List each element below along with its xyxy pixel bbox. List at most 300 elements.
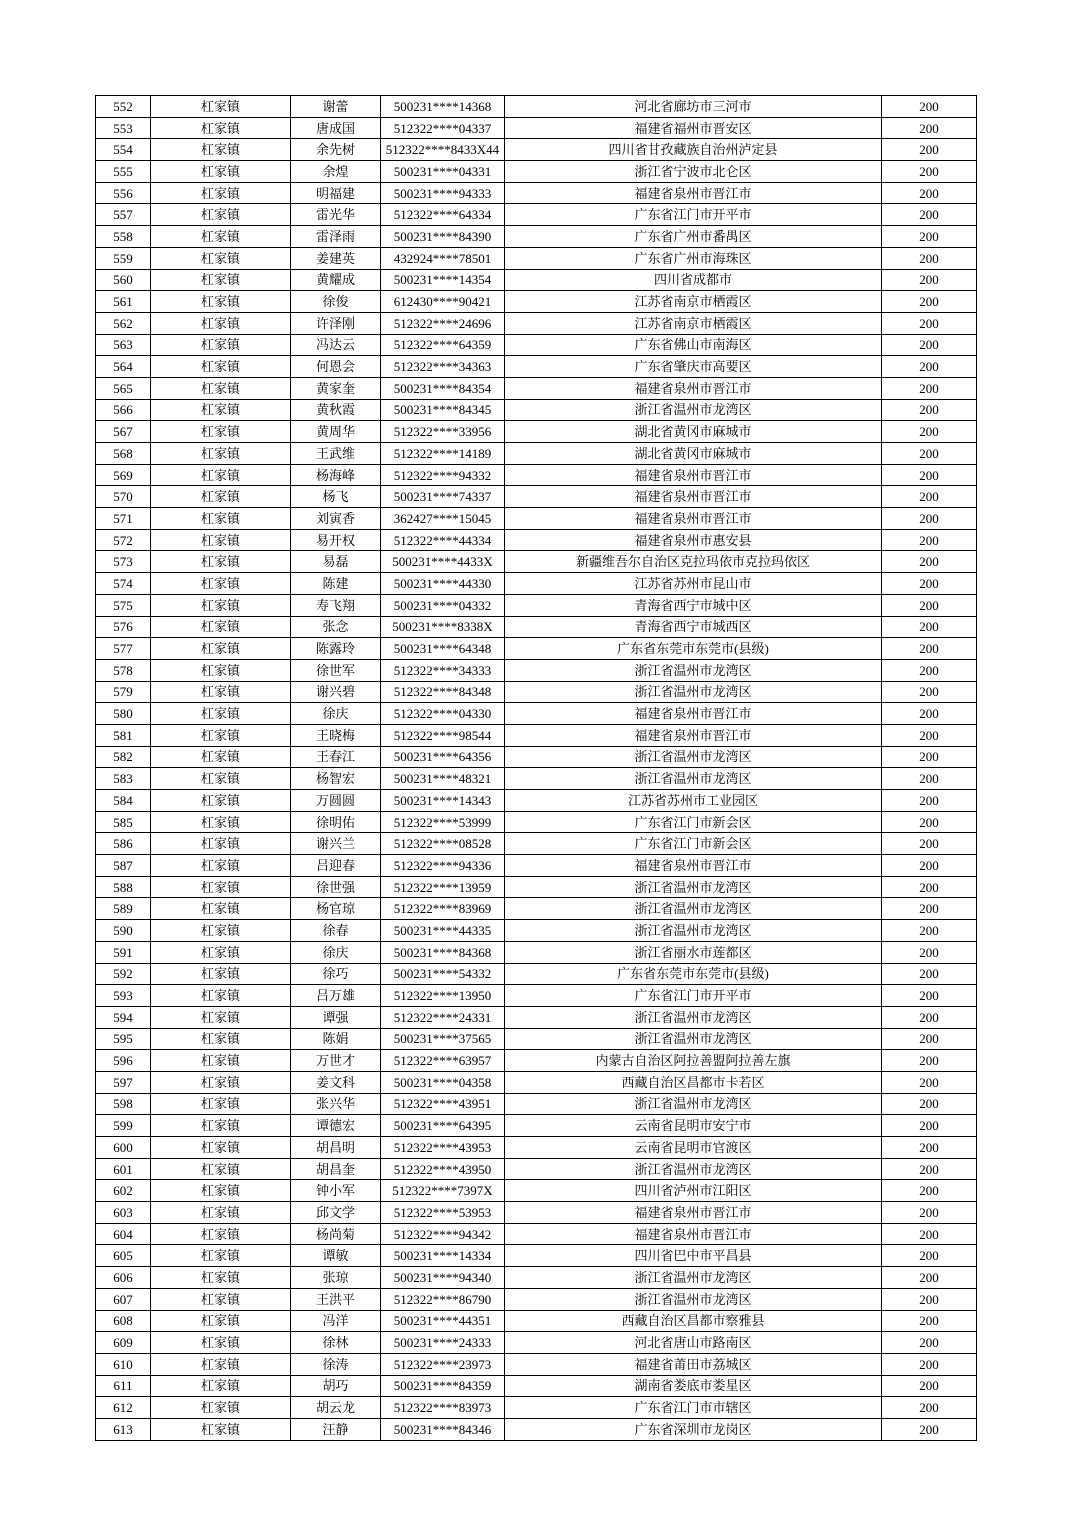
amount-cell: 200 xyxy=(882,1137,977,1159)
amount-cell: 200 xyxy=(882,464,977,486)
region-cell: 四川省巴中市平昌县 xyxy=(505,1245,882,1267)
id-number-cell: 500231****64356 xyxy=(381,746,505,768)
id-number-cell: 512322****7397X xyxy=(381,1180,505,1202)
region-cell: 浙江省温州市龙湾区 xyxy=(505,920,882,942)
person-name-cell: 胡昌明 xyxy=(291,1137,381,1159)
row-number-cell: 599 xyxy=(96,1115,151,1137)
id-number-cell: 512322****84348 xyxy=(381,681,505,703)
town-cell: 杠家镇 xyxy=(151,659,291,681)
region-cell: 浙江省温州市龙湾区 xyxy=(505,768,882,790)
town-cell: 杠家镇 xyxy=(151,1158,291,1180)
amount-cell: 200 xyxy=(882,291,977,313)
region-cell: 浙江省温州市龙湾区 xyxy=(505,399,882,421)
person-name-cell: 张琼 xyxy=(291,1267,381,1289)
town-cell: 杠家镇 xyxy=(151,833,291,855)
person-name-cell: 王洪平 xyxy=(291,1288,381,1310)
town-cell: 杠家镇 xyxy=(151,1093,291,1115)
amount-cell: 200 xyxy=(882,334,977,356)
table-row xyxy=(96,724,977,746)
town-cell: 杠家镇 xyxy=(151,1267,291,1289)
region-cell: 浙江省温州市龙湾区 xyxy=(505,1158,882,1180)
id-number-cell: 500231****64348 xyxy=(381,638,505,660)
town-cell: 杠家镇 xyxy=(151,1245,291,1267)
id-number-cell: 500231****24333 xyxy=(381,1332,505,1354)
table-row xyxy=(96,139,977,161)
town-cell: 杠家镇 xyxy=(151,1050,291,1072)
id-number-cell: 500231****48321 xyxy=(381,768,505,790)
region-cell: 西藏自治区昌都市察雅县 xyxy=(505,1310,882,1332)
table-row xyxy=(96,616,977,638)
row-number-cell: 600 xyxy=(96,1137,151,1159)
table-row xyxy=(96,1353,977,1375)
table-row xyxy=(96,1028,977,1050)
amount-cell: 200 xyxy=(882,1093,977,1115)
amount-cell: 200 xyxy=(882,117,977,139)
id-number-cell: 500231****84346 xyxy=(381,1418,505,1440)
row-number-cell: 569 xyxy=(96,464,151,486)
region-cell: 四川省甘孜藏族自治州泸定县 xyxy=(505,139,882,161)
amount-cell: 200 xyxy=(882,1418,977,1440)
table-row xyxy=(96,508,977,530)
payment-table-body xyxy=(96,96,977,1441)
amount-cell: 200 xyxy=(882,486,977,508)
person-name-cell: 王春江 xyxy=(291,746,381,768)
region-cell: 云南省昆明市官渡区 xyxy=(505,1137,882,1159)
amount-cell: 200 xyxy=(882,182,977,204)
region-cell: 广东省江门市新会区 xyxy=(505,833,882,855)
region-cell: 浙江省温州市龙湾区 xyxy=(505,681,882,703)
table-row xyxy=(96,703,977,725)
person-name-cell: 杨海峰 xyxy=(291,464,381,486)
town-cell: 杠家镇 xyxy=(151,1310,291,1332)
amount-cell: 200 xyxy=(882,443,977,465)
town-cell: 杠家镇 xyxy=(151,1353,291,1375)
town-cell: 杠家镇 xyxy=(151,204,291,226)
amount-cell: 200 xyxy=(882,1397,977,1419)
amount-cell: 200 xyxy=(882,833,977,855)
amount-cell: 200 xyxy=(882,1375,977,1397)
person-name-cell: 徐巧 xyxy=(291,963,381,985)
row-number-cell: 553 xyxy=(96,117,151,139)
row-number-cell: 555 xyxy=(96,161,151,183)
row-number-cell: 613 xyxy=(96,1418,151,1440)
row-number-cell: 585 xyxy=(96,811,151,833)
region-cell: 广东省佛山市南海区 xyxy=(505,334,882,356)
table-row xyxy=(96,746,977,768)
amount-cell: 200 xyxy=(882,876,977,898)
person-name-cell: 许泽刚 xyxy=(291,312,381,334)
town-cell: 杠家镇 xyxy=(151,96,291,118)
table-row xyxy=(96,1223,977,1245)
row-number-cell: 571 xyxy=(96,508,151,530)
person-name-cell: 雷光华 xyxy=(291,204,381,226)
row-number-cell: 596 xyxy=(96,1050,151,1072)
row-number-cell: 605 xyxy=(96,1245,151,1267)
amount-cell: 200 xyxy=(882,1202,977,1224)
amount-cell: 200 xyxy=(882,399,977,421)
region-cell: 广东省肇庆市高要区 xyxy=(505,356,882,378)
person-name-cell: 寿飞翔 xyxy=(291,594,381,616)
person-name-cell: 谢兴兰 xyxy=(291,833,381,855)
person-name-cell: 黄周华 xyxy=(291,421,381,443)
town-cell: 杠家镇 xyxy=(151,724,291,746)
amount-cell: 200 xyxy=(882,312,977,334)
region-cell: 湖北省黄冈市麻城市 xyxy=(505,421,882,443)
table-row xyxy=(96,855,977,877)
town-cell: 杠家镇 xyxy=(151,898,291,920)
row-number-cell: 558 xyxy=(96,226,151,248)
row-number-cell: 560 xyxy=(96,269,151,291)
region-cell: 福建省泉州市晋江市 xyxy=(505,1202,882,1224)
id-number-cell: 500231****8338X xyxy=(381,616,505,638)
region-cell: 河北省唐山市路南区 xyxy=(505,1332,882,1354)
town-cell: 杠家镇 xyxy=(151,616,291,638)
row-number-cell: 582 xyxy=(96,746,151,768)
region-cell: 浙江省宁波市北仑区 xyxy=(505,161,882,183)
table-row xyxy=(96,1137,977,1159)
id-number-cell: 512322****83973 xyxy=(381,1397,505,1419)
amount-cell: 200 xyxy=(882,1050,977,1072)
table-row xyxy=(96,1158,977,1180)
person-name-cell: 陈露玲 xyxy=(291,638,381,660)
table-row xyxy=(96,1115,977,1137)
row-number-cell: 567 xyxy=(96,421,151,443)
row-number-cell: 552 xyxy=(96,96,151,118)
amount-cell: 200 xyxy=(882,161,977,183)
region-cell: 内蒙古自治区阿拉善盟阿拉善左旗 xyxy=(505,1050,882,1072)
person-name-cell: 刘寅香 xyxy=(291,508,381,530)
region-cell: 广东省东莞市东莞市(县级) xyxy=(505,638,882,660)
amount-cell: 200 xyxy=(882,594,977,616)
table-row xyxy=(96,1093,977,1115)
table-row xyxy=(96,1071,977,1093)
person-name-cell: 何恩会 xyxy=(291,356,381,378)
row-number-cell: 594 xyxy=(96,1006,151,1028)
table-row xyxy=(96,594,977,616)
town-cell: 杠家镇 xyxy=(151,1115,291,1137)
id-number-cell: 512322****33956 xyxy=(381,421,505,443)
row-number-cell: 575 xyxy=(96,594,151,616)
table-row xyxy=(96,161,977,183)
town-cell: 杠家镇 xyxy=(151,421,291,443)
town-cell: 杠家镇 xyxy=(151,247,291,269)
region-cell: 四川省泸州市江阳区 xyxy=(505,1180,882,1202)
person-name-cell: 徐庆 xyxy=(291,941,381,963)
id-number-cell: 500231****44330 xyxy=(381,573,505,595)
person-name-cell: 谢兴碧 xyxy=(291,681,381,703)
town-cell: 杠家镇 xyxy=(151,985,291,1007)
id-number-cell: 512322****94342 xyxy=(381,1223,505,1245)
table-row xyxy=(96,291,977,313)
region-cell: 福建省泉州市晋江市 xyxy=(505,486,882,508)
table-row xyxy=(96,941,977,963)
town-cell: 杠家镇 xyxy=(151,529,291,551)
person-name-cell: 张念 xyxy=(291,616,381,638)
town-cell: 杠家镇 xyxy=(151,486,291,508)
amount-cell: 200 xyxy=(882,508,977,530)
person-name-cell: 黄秋霞 xyxy=(291,399,381,421)
row-number-cell: 565 xyxy=(96,377,151,399)
id-number-cell: 512322****14189 xyxy=(381,443,505,465)
town-cell: 杠家镇 xyxy=(151,443,291,465)
town-cell: 杠家镇 xyxy=(151,594,291,616)
town-cell: 杠家镇 xyxy=(151,117,291,139)
region-cell: 广东省广州市海珠区 xyxy=(505,247,882,269)
amount-cell: 200 xyxy=(882,1245,977,1267)
amount-cell: 200 xyxy=(882,616,977,638)
town-cell: 杠家镇 xyxy=(151,464,291,486)
person-name-cell: 王晓梅 xyxy=(291,724,381,746)
id-number-cell: 512322****13959 xyxy=(381,876,505,898)
region-cell: 浙江省温州市龙湾区 xyxy=(505,876,882,898)
amount-cell: 200 xyxy=(882,1332,977,1354)
table-row xyxy=(96,226,977,248)
row-number-cell: 581 xyxy=(96,724,151,746)
row-number-cell: 573 xyxy=(96,551,151,573)
person-name-cell: 钟小军 xyxy=(291,1180,381,1202)
amount-cell: 200 xyxy=(882,790,977,812)
table-row xyxy=(96,182,977,204)
table-row xyxy=(96,464,977,486)
amount-cell: 200 xyxy=(882,377,977,399)
id-number-cell: 500231****84390 xyxy=(381,226,505,248)
amount-cell: 200 xyxy=(882,985,977,1007)
row-number-cell: 611 xyxy=(96,1375,151,1397)
region-cell: 浙江省温州市龙湾区 xyxy=(505,1267,882,1289)
amount-cell: 200 xyxy=(882,963,977,985)
person-name-cell: 徐明佑 xyxy=(291,811,381,833)
town-cell: 杠家镇 xyxy=(151,1006,291,1028)
region-cell: 河北省廊坊市三河市 xyxy=(505,96,882,118)
town-cell: 杠家镇 xyxy=(151,1418,291,1440)
person-name-cell: 雷泽雨 xyxy=(291,226,381,248)
row-number-cell: 556 xyxy=(96,182,151,204)
table-row xyxy=(96,1397,977,1419)
amount-cell: 200 xyxy=(882,1288,977,1310)
person-name-cell: 邱文学 xyxy=(291,1202,381,1224)
person-name-cell: 王武维 xyxy=(291,443,381,465)
id-number-cell: 512322****98544 xyxy=(381,724,505,746)
person-name-cell: 万世才 xyxy=(291,1050,381,1072)
amount-cell: 200 xyxy=(882,746,977,768)
region-cell: 福建省莆田市荔城区 xyxy=(505,1353,882,1375)
id-number-cell: 500231****64395 xyxy=(381,1115,505,1137)
row-number-cell: 572 xyxy=(96,529,151,551)
row-number-cell: 608 xyxy=(96,1310,151,1332)
id-number-cell: 512322****43951 xyxy=(381,1093,505,1115)
region-cell: 广东省江门市市辖区 xyxy=(505,1397,882,1419)
amount-cell: 200 xyxy=(882,1267,977,1289)
region-cell: 福建省泉州市晋江市 xyxy=(505,508,882,530)
id-number-cell: 500231****04331 xyxy=(381,161,505,183)
person-name-cell: 杨官琼 xyxy=(291,898,381,920)
region-cell: 江苏省南京市栖霞区 xyxy=(505,291,882,313)
town-cell: 杠家镇 xyxy=(151,139,291,161)
row-number-cell: 603 xyxy=(96,1202,151,1224)
town-cell: 杠家镇 xyxy=(151,1202,291,1224)
row-number-cell: 593 xyxy=(96,985,151,1007)
row-number-cell: 584 xyxy=(96,790,151,812)
amount-cell: 200 xyxy=(882,638,977,660)
town-cell: 杠家镇 xyxy=(151,269,291,291)
town-cell: 杠家镇 xyxy=(151,703,291,725)
row-number-cell: 563 xyxy=(96,334,151,356)
region-cell: 浙江省温州市龙湾区 xyxy=(505,659,882,681)
id-number-cell: 512322****63957 xyxy=(381,1050,505,1072)
town-cell: 杠家镇 xyxy=(151,1071,291,1093)
table-row xyxy=(96,269,977,291)
town-cell: 杠家镇 xyxy=(151,356,291,378)
table-row xyxy=(96,1288,977,1310)
table-row xyxy=(96,1180,977,1202)
region-cell: 浙江省温州市龙湾区 xyxy=(505,1028,882,1050)
town-cell: 杠家镇 xyxy=(151,1180,291,1202)
town-cell: 杠家镇 xyxy=(151,573,291,595)
row-number-cell: 570 xyxy=(96,486,151,508)
table-row xyxy=(96,1267,977,1289)
region-cell: 江苏省苏州市昆山市 xyxy=(505,573,882,595)
id-number-cell: 512322****34333 xyxy=(381,659,505,681)
town-cell: 杠家镇 xyxy=(151,182,291,204)
table-row xyxy=(96,1245,977,1267)
region-cell: 青海省西宁市城中区 xyxy=(505,594,882,616)
town-cell: 杠家镇 xyxy=(151,768,291,790)
row-number-cell: 589 xyxy=(96,898,151,920)
region-cell: 广东省深圳市龙岗区 xyxy=(505,1418,882,1440)
table-row xyxy=(96,486,977,508)
town-cell: 杠家镇 xyxy=(151,1137,291,1159)
row-number-cell: 598 xyxy=(96,1093,151,1115)
id-number-cell: 500231****4433X xyxy=(381,551,505,573)
table-row xyxy=(96,1332,977,1354)
amount-cell: 200 xyxy=(882,1028,977,1050)
id-number-cell: 500231****37565 xyxy=(381,1028,505,1050)
amount-cell: 200 xyxy=(882,659,977,681)
row-number-cell: 604 xyxy=(96,1223,151,1245)
region-cell: 广东省广州市番禺区 xyxy=(505,226,882,248)
table-row xyxy=(96,529,977,551)
town-cell: 杠家镇 xyxy=(151,681,291,703)
table-row xyxy=(96,399,977,421)
person-name-cell: 胡巧 xyxy=(291,1375,381,1397)
amount-cell: 200 xyxy=(882,356,977,378)
region-cell: 湖北省黄冈市麻城市 xyxy=(505,443,882,465)
amount-cell: 200 xyxy=(882,855,977,877)
row-number-cell: 561 xyxy=(96,291,151,313)
amount-cell: 200 xyxy=(882,1353,977,1375)
person-name-cell: 陈娟 xyxy=(291,1028,381,1050)
table-row xyxy=(96,681,977,703)
id-number-cell: 500231****04332 xyxy=(381,594,505,616)
row-number-cell: 583 xyxy=(96,768,151,790)
table-row xyxy=(96,638,977,660)
id-number-cell: 512322****23973 xyxy=(381,1353,505,1375)
person-name-cell: 徐世军 xyxy=(291,659,381,681)
table-row xyxy=(96,443,977,465)
person-name-cell: 杨智宏 xyxy=(291,768,381,790)
person-name-cell: 徐涛 xyxy=(291,1353,381,1375)
row-number-cell: 580 xyxy=(96,703,151,725)
table-row xyxy=(96,247,977,269)
person-name-cell: 冯洋 xyxy=(291,1310,381,1332)
person-name-cell: 黄家奎 xyxy=(291,377,381,399)
town-cell: 杠家镇 xyxy=(151,790,291,812)
table-row xyxy=(96,312,977,334)
table-row xyxy=(96,985,977,1007)
person-name-cell: 陈建 xyxy=(291,573,381,595)
id-number-cell: 512322****94332 xyxy=(381,464,505,486)
id-number-cell: 500231****54332 xyxy=(381,963,505,985)
region-cell: 广东省江门市新会区 xyxy=(505,811,882,833)
table-row xyxy=(96,898,977,920)
row-number-cell: 609 xyxy=(96,1332,151,1354)
id-number-cell: 432924****78501 xyxy=(381,247,505,269)
row-number-cell: 577 xyxy=(96,638,151,660)
town-cell: 杠家镇 xyxy=(151,855,291,877)
amount-cell: 200 xyxy=(882,96,977,118)
person-name-cell: 姜建英 xyxy=(291,247,381,269)
person-name-cell: 徐春 xyxy=(291,920,381,942)
person-name-cell: 张兴华 xyxy=(291,1093,381,1115)
row-number-cell: 597 xyxy=(96,1071,151,1093)
id-number-cell: 512322****64359 xyxy=(381,334,505,356)
amount-cell: 200 xyxy=(882,529,977,551)
person-name-cell: 冯达云 xyxy=(291,334,381,356)
person-name-cell: 易开权 xyxy=(291,529,381,551)
id-number-cell: 512322****24331 xyxy=(381,1006,505,1028)
id-number-cell: 512322****8433X44 xyxy=(381,139,505,161)
amount-cell: 200 xyxy=(882,226,977,248)
id-number-cell: 512322****86790 xyxy=(381,1288,505,1310)
table-row xyxy=(96,1050,977,1072)
row-number-cell: 578 xyxy=(96,659,151,681)
town-cell: 杠家镇 xyxy=(151,334,291,356)
row-number-cell: 557 xyxy=(96,204,151,226)
town-cell: 杠家镇 xyxy=(151,1028,291,1050)
town-cell: 杠家镇 xyxy=(151,291,291,313)
amount-cell: 200 xyxy=(882,247,977,269)
region-cell: 浙江省丽水市莲都区 xyxy=(505,941,882,963)
id-number-cell: 512322****04337 xyxy=(381,117,505,139)
person-name-cell: 易磊 xyxy=(291,551,381,573)
person-name-cell: 余煌 xyxy=(291,161,381,183)
region-cell: 江苏省苏州市工业园区 xyxy=(505,790,882,812)
region-cell: 广东省东莞市东莞市(县级) xyxy=(505,963,882,985)
row-number-cell: 590 xyxy=(96,920,151,942)
town-cell: 杠家镇 xyxy=(151,920,291,942)
id-number-cell: 512322****83969 xyxy=(381,898,505,920)
id-number-cell: 500231****84368 xyxy=(381,941,505,963)
row-number-cell: 601 xyxy=(96,1158,151,1180)
row-number-cell: 587 xyxy=(96,855,151,877)
town-cell: 杠家镇 xyxy=(151,963,291,985)
town-cell: 杠家镇 xyxy=(151,1332,291,1354)
region-cell: 广东省江门市开平市 xyxy=(505,204,882,226)
region-cell: 福建省泉州市晋江市 xyxy=(505,182,882,204)
table-row xyxy=(96,377,977,399)
id-number-cell: 500231****94333 xyxy=(381,182,505,204)
region-cell: 广东省江门市开平市 xyxy=(505,985,882,1007)
row-number-cell: 574 xyxy=(96,573,151,595)
region-cell: 福建省泉州市晋江市 xyxy=(505,464,882,486)
id-number-cell: 512322****34363 xyxy=(381,356,505,378)
table-row xyxy=(96,811,977,833)
town-cell: 杠家镇 xyxy=(151,876,291,898)
region-cell: 福建省泉州市惠安县 xyxy=(505,529,882,551)
region-cell: 福建省泉州市晋江市 xyxy=(505,377,882,399)
person-name-cell: 余先树 xyxy=(291,139,381,161)
person-name-cell: 谭强 xyxy=(291,1006,381,1028)
